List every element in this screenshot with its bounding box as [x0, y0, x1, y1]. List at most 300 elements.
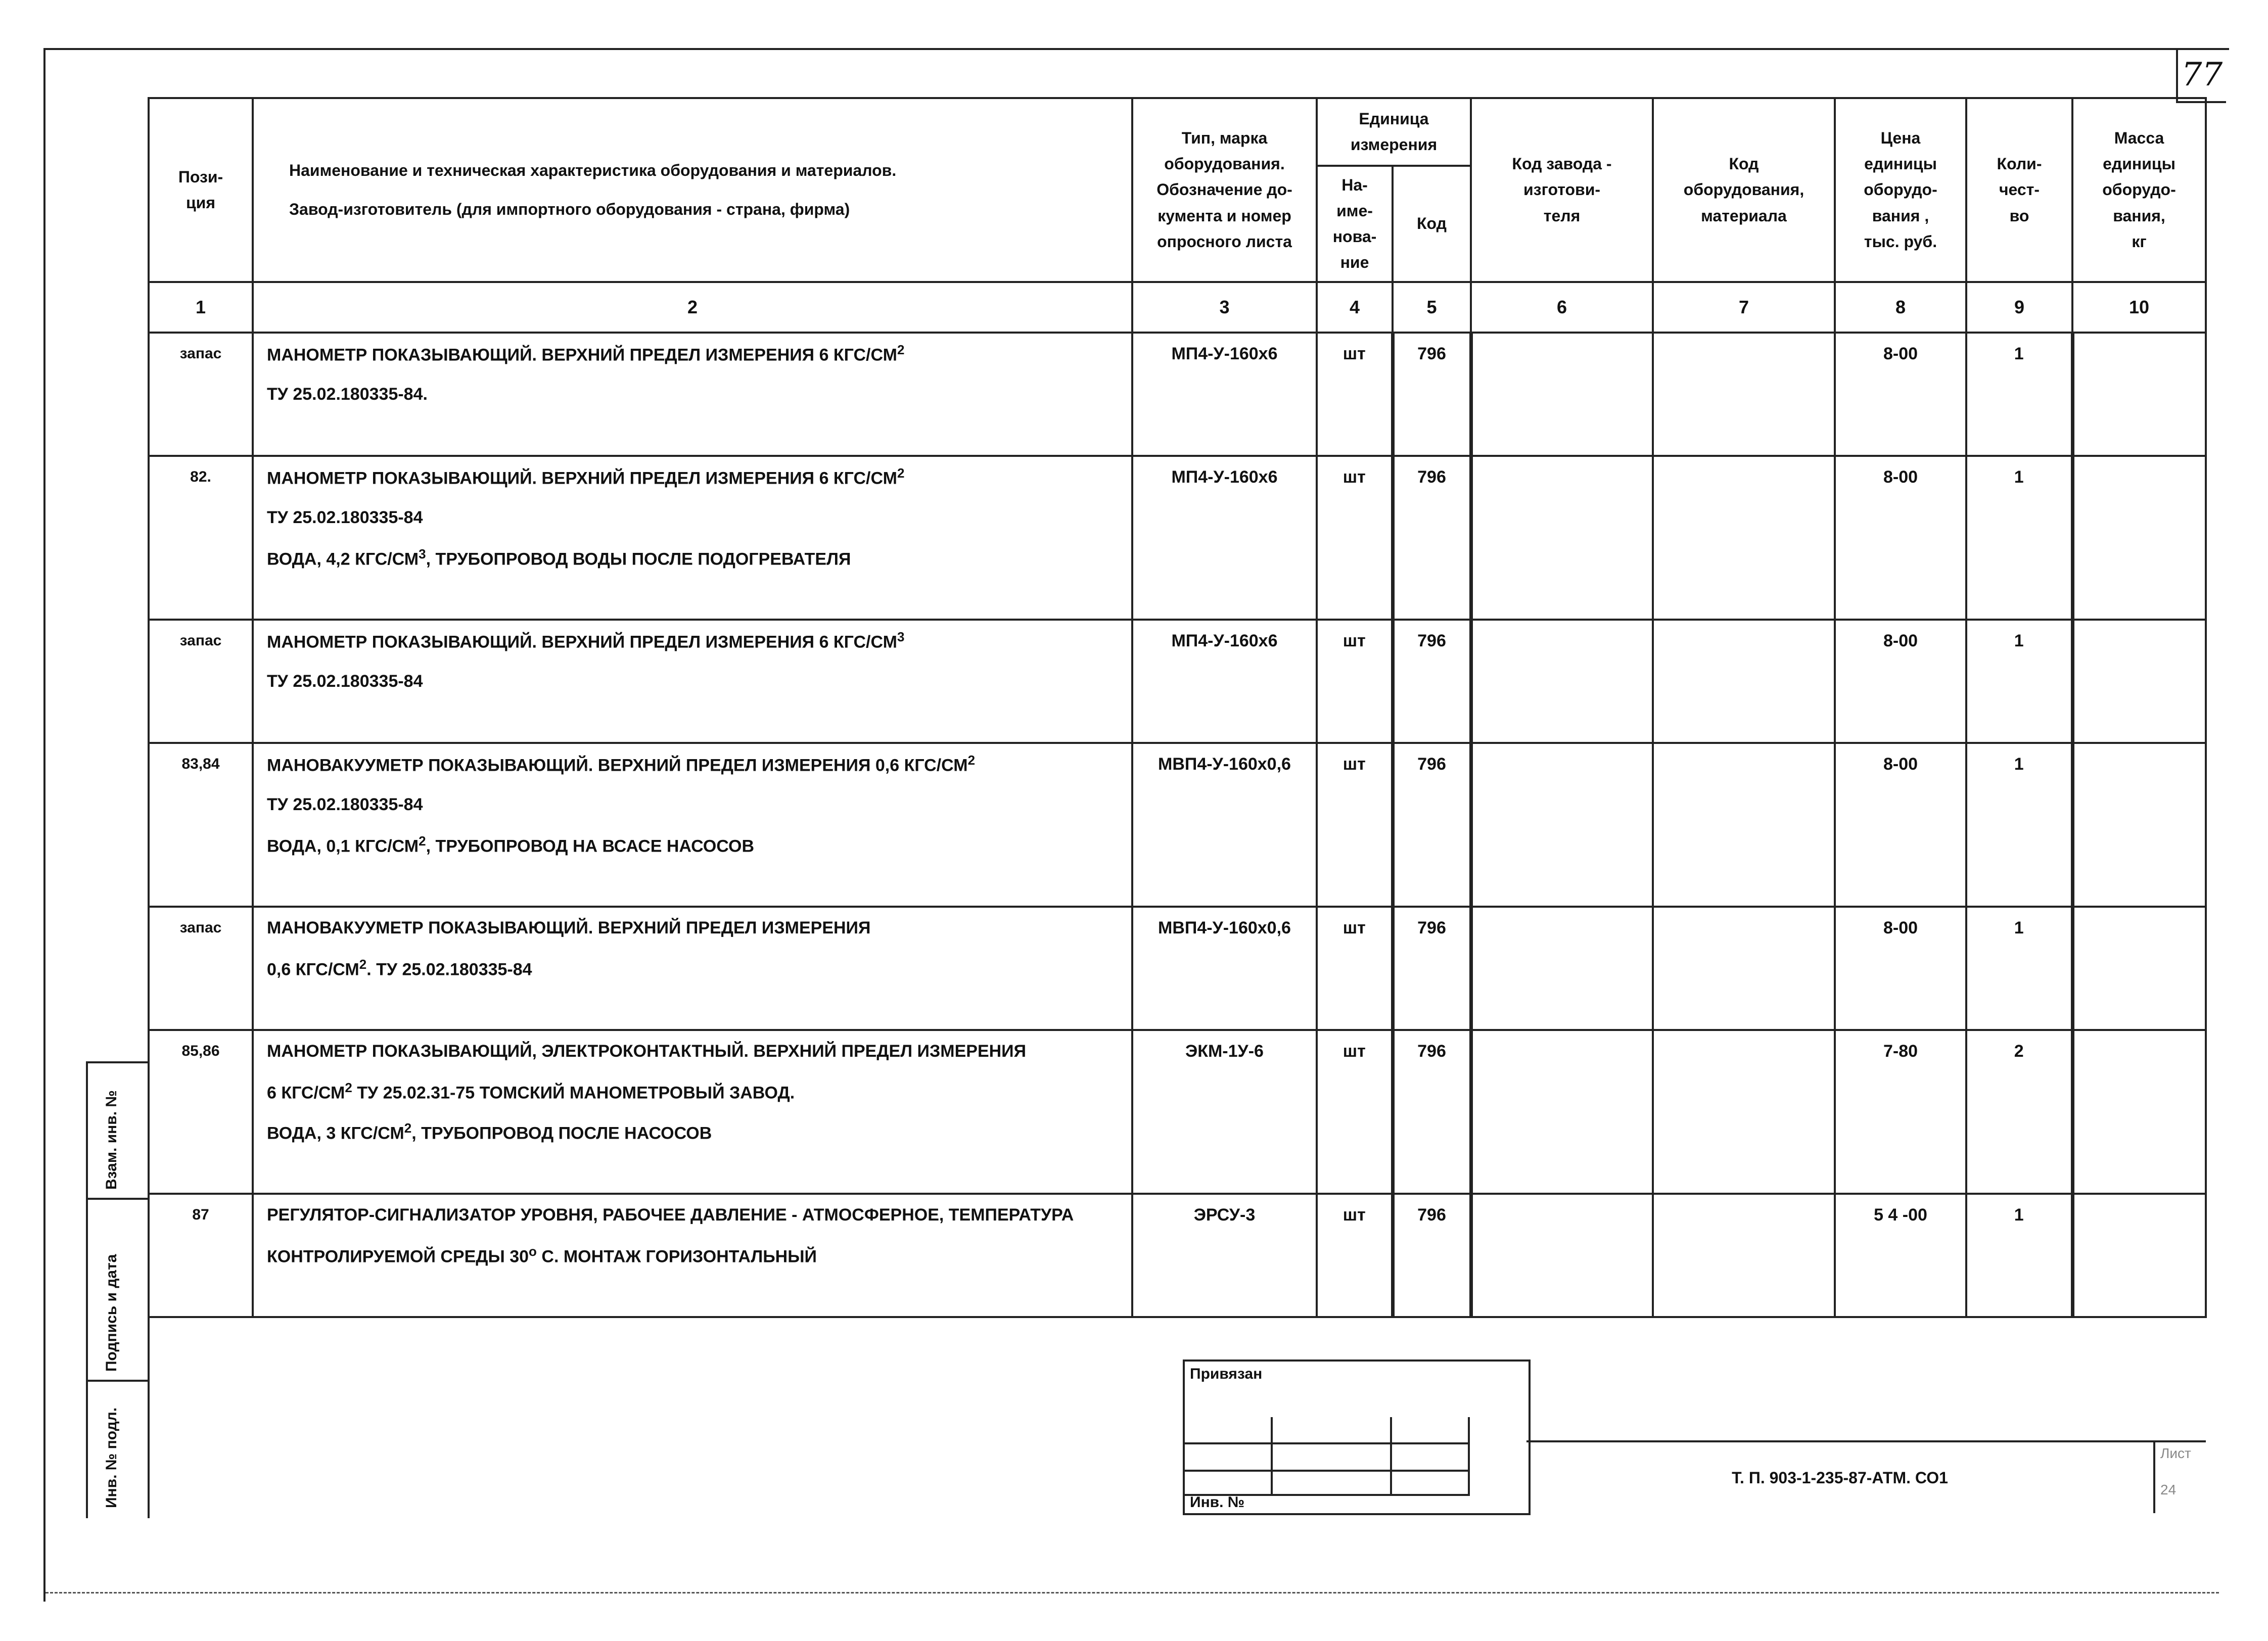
cell-mass — [2072, 538, 2206, 578]
cell-unit-code — [1393, 825, 1471, 865]
cell-maker-code — [1471, 865, 1653, 907]
cell-position — [149, 374, 253, 414]
description-superscript: 2 — [345, 1080, 352, 1096]
description-text: 0,6 КГС/СМ — [267, 960, 359, 979]
cell-position: запас — [149, 333, 253, 374]
cell-unit-name — [1317, 865, 1393, 907]
cell-price: 8-00 — [1835, 333, 1966, 374]
cell-price — [1835, 374, 1966, 414]
cell-quantity — [1966, 825, 2072, 865]
cell-maker-code — [1471, 907, 1653, 948]
description-superscript: 2 — [897, 465, 905, 481]
cell-mass — [2072, 1071, 2206, 1112]
cell-unit-code: 796 — [1393, 743, 1471, 784]
cell-maker-code — [1471, 1235, 1653, 1276]
cell-quantity — [1966, 1112, 2072, 1152]
cell-type — [1132, 825, 1317, 865]
table-row — [149, 1112, 2206, 1152]
cell-unit-name: шт — [1317, 907, 1393, 948]
cell-description — [253, 743, 1132, 784]
description-text-after: , ТРУБОПРОВОД ПОСЛЕ НАСОСОВ — [411, 1123, 712, 1143]
cell-unit-code — [1393, 1276, 1471, 1317]
cell-equipment-code — [1653, 1152, 1835, 1194]
cell-unit-name — [1317, 374, 1393, 414]
cell-price — [1835, 414, 1966, 456]
cell-maker-code — [1471, 538, 1653, 578]
cell-equipment-code — [1653, 701, 1835, 743]
col-unit-code-header: Код — [1393, 166, 1471, 282]
side-label-inv: Инв. № подл. — [103, 1407, 120, 1508]
description-superscript: 3 — [897, 629, 905, 645]
cell-type — [1132, 578, 1317, 620]
cell-maker-code — [1471, 578, 1653, 620]
table-row — [149, 374, 2206, 414]
cell-mass — [2072, 948, 2206, 989]
cell-maker-code — [1471, 1194, 1653, 1235]
sheet-number: 77 — [2176, 48, 2226, 103]
table-row — [149, 497, 2206, 538]
cell-unit-code — [1393, 578, 1471, 620]
cell-maker-code — [1471, 414, 1653, 456]
cell-price — [1835, 661, 1966, 701]
table-row — [149, 1071, 2206, 1112]
cell-type — [1132, 1071, 1317, 1112]
description-text: МАНОМЕТР ПОКАЗЫВАЮЩИЙ, ЭЛЕКТРОКОНТАКТНЫЙ. ВЕРХНИЙ ПРЕДЕЛ ИЗМЕРЕНИЯ — [267, 1041, 1027, 1061]
description-text: МАНОМЕТР ПОКАЗЫВАЮЩИЙ. ВЕРХНИЙ ПРЕДЕЛ ИЗМЕРЕНИЯ 6 КГС/СМ — [267, 632, 897, 652]
cell-description — [253, 538, 1132, 578]
cell-unit-name: шт — [1317, 333, 1393, 374]
unit-group-header: Единица измерения — [1317, 98, 1471, 166]
cell-description — [253, 1112, 1132, 1152]
col-price-header: Цена единицы оборудо- вания , тыс. руб. — [1835, 98, 1966, 282]
description-text: 6 КГС/СМ — [267, 1083, 345, 1103]
cell-unit-name — [1317, 1276, 1393, 1317]
description-text: МАНОМЕТР ПОКАЗЫВАЮЩИЙ. ВЕРХНИЙ ПРЕДЕЛ ИЗМЕРЕНИЯ 6 КГС/СМ — [267, 468, 897, 488]
table-row — [149, 989, 2206, 1030]
stamp-title: Привязан — [1190, 1366, 1263, 1382]
table-row — [149, 907, 2206, 948]
cell-mass — [2072, 743, 2206, 784]
table-row — [149, 865, 2206, 907]
cell-mass — [2072, 661, 2206, 701]
attachment-stamp — [1183, 1359, 1531, 1515]
side-stamp-strip — [86, 1061, 148, 1516]
description-superscript: 3 — [419, 546, 426, 562]
cell-type — [1132, 989, 1317, 1030]
cell-equipment-code — [1653, 1276, 1835, 1317]
cell-position: 82. — [149, 456, 253, 497]
description-text: МАНОВАКУУМЕТР ПОКАЗЫВАЮЩИЙ. ВЕРХНИЙ ПРЕДЕЛ ИЗМЕРЕНИЯ — [267, 918, 871, 937]
cell-position — [149, 414, 253, 456]
cell-maker-code — [1471, 1112, 1653, 1152]
cell-quantity — [1966, 661, 2072, 701]
table-row — [149, 948, 2206, 989]
col-mass-header: Масса единицы оборудо- вания, кг — [2072, 98, 2206, 282]
side-box-podpis — [86, 1198, 150, 1382]
cell-position: 87 — [149, 1194, 253, 1235]
col-number: 10 — [2072, 282, 2206, 333]
cell-description — [253, 1235, 1132, 1276]
cell-type — [1132, 865, 1317, 907]
table-row — [149, 1030, 2206, 1071]
cell-quantity — [1966, 1071, 2072, 1112]
cell-type — [1132, 1276, 1317, 1317]
cell-mass — [2072, 701, 2206, 743]
col-equipment-code-header: Код оборудования, материала — [1653, 98, 1835, 282]
cell-mass — [2072, 456, 2206, 497]
cell-description — [253, 784, 1132, 825]
cell-description — [253, 620, 1132, 661]
cell-type: МП4-У-160х6 — [1132, 456, 1317, 497]
description-superscript: 2 — [897, 342, 905, 358]
cell-unit-code — [1393, 948, 1471, 989]
cell-quantity — [1966, 784, 2072, 825]
cell-maker-code — [1471, 1276, 1653, 1317]
cell-quantity — [1966, 701, 2072, 743]
cell-mass — [2072, 414, 2206, 456]
col-name-header — [253, 98, 1132, 282]
cell-position — [149, 538, 253, 578]
specification-body — [149, 333, 2206, 1317]
side-box-inv — [86, 1380, 150, 1518]
cell-quantity — [1966, 414, 2072, 456]
cell-unit-name — [1317, 701, 1393, 743]
side-box-vzam — [86, 1061, 150, 1200]
cell-type: МВП4-У-160х0,6 — [1132, 743, 1317, 784]
stamp-cell — [1185, 1444, 1273, 1472]
cell-quantity — [1966, 865, 2072, 907]
cell-unit-code: 796 — [1393, 1194, 1471, 1235]
cell-price — [1835, 578, 1966, 620]
cell-mass — [2072, 1152, 2206, 1194]
cell-equipment-code — [1653, 1235, 1835, 1276]
cell-description — [253, 661, 1132, 701]
cell-equipment-code — [1653, 456, 1835, 497]
cell-unit-code — [1393, 1112, 1471, 1152]
table-row — [149, 743, 2206, 784]
description-text-after: , ТРУБОПРОВОД НА ВСАСЕ НАСОСОВ — [426, 836, 754, 856]
cell-description — [253, 333, 1132, 374]
cell-unit-code — [1393, 538, 1471, 578]
cell-type — [1132, 414, 1317, 456]
cell-unit-name — [1317, 825, 1393, 865]
cell-type — [1132, 1152, 1317, 1194]
col-number: 3 — [1132, 282, 1317, 333]
description-text-after: С. МОНТАЖ ГОРИЗОНТАЛЬНЫЙ — [536, 1247, 817, 1267]
cell-price — [1835, 497, 1966, 538]
cell-mass — [2072, 1112, 2206, 1152]
description-text: ТУ 25.02.180335-84 — [267, 507, 423, 527]
cell-price: 7-80 — [1835, 1030, 1966, 1071]
cell-unit-name — [1317, 578, 1393, 620]
col-number: 1 — [149, 282, 253, 333]
cell-quantity: 1 — [1966, 743, 2072, 784]
cell-price — [1835, 1152, 1966, 1194]
table-row — [149, 661, 2206, 701]
table-row — [149, 1152, 2206, 1194]
cell-description — [253, 1194, 1132, 1235]
col-number: 7 — [1653, 282, 1835, 333]
cell-description — [253, 825, 1132, 865]
cell-type: МП4-У-160х6 — [1132, 333, 1317, 374]
cell-maker-code — [1471, 1030, 1653, 1071]
cell-position — [149, 701, 253, 743]
description-superscript: 2 — [404, 1120, 412, 1136]
cell-mass — [2072, 825, 2206, 865]
cell-equipment-code — [1653, 948, 1835, 989]
cell-equipment-code — [1653, 620, 1835, 661]
cell-price — [1835, 1235, 1966, 1276]
cell-quantity — [1966, 989, 2072, 1030]
cell-unit-name: шт — [1317, 456, 1393, 497]
cell-description — [253, 907, 1132, 948]
cell-maker-code — [1471, 333, 1653, 374]
cell-unit-name — [1317, 1235, 1393, 1276]
cell-maker-code — [1471, 497, 1653, 538]
stamp-cell — [1273, 1417, 1392, 1444]
cell-equipment-code — [1653, 989, 1835, 1030]
cell-type — [1132, 374, 1317, 414]
cell-description — [253, 865, 1132, 907]
cell-unit-name — [1317, 1152, 1393, 1194]
description-text: МАНОВАКУУМЕТР ПОКАЗЫВАЮЩИЙ. ВЕРХНИЙ ПРЕДЕЛ ИЗМЕРЕНИЯ 0,6 КГС/СМ — [267, 756, 968, 775]
cell-unit-code: 796 — [1393, 907, 1471, 948]
cell-quantity — [1966, 948, 2072, 989]
description-text: ВОДА, 4,2 КГС/СМ — [267, 549, 419, 569]
cell-position — [149, 825, 253, 865]
table-row — [149, 701, 2206, 743]
cell-unit-code: 796 — [1393, 620, 1471, 661]
cell-quantity: 1 — [1966, 907, 2072, 948]
col-number: 5 — [1393, 282, 1471, 333]
cell-position — [149, 1112, 253, 1152]
description-text: ТУ 25.02.180335-84. — [267, 384, 428, 404]
col-name-header-line2: Завод-изготовитель (для импортного оборудования - страна, фирма) — [289, 200, 850, 218]
cell-position: запас — [149, 620, 253, 661]
cell-unit-name — [1317, 948, 1393, 989]
cell-description — [253, 1030, 1132, 1071]
cell-position — [149, 1276, 253, 1317]
cell-unit-code — [1393, 1152, 1471, 1194]
description-text: КОНТРОЛИРУЕМОЙ СРЕДЫ 30 — [267, 1247, 529, 1267]
cell-maker-code — [1471, 1071, 1653, 1112]
side-label-vzam: Взам. инв. № — [103, 1090, 120, 1190]
description-text: ТУ 25.02.180335-84 — [267, 794, 423, 814]
cell-equipment-code — [1653, 1030, 1835, 1071]
cell-description — [253, 701, 1132, 743]
stamp-cell — [1185, 1417, 1273, 1444]
specification-table — [148, 97, 2207, 1318]
cell-type — [1132, 784, 1317, 825]
cell-position — [149, 661, 253, 701]
cell-type — [1132, 538, 1317, 578]
cell-price — [1835, 784, 1966, 825]
cell-type: ЭКМ-1У-6 — [1132, 1030, 1317, 1071]
cell-quantity — [1966, 538, 2072, 578]
cell-unit-name: шт — [1317, 620, 1393, 661]
cell-unit-name: шт — [1317, 1194, 1393, 1235]
table-row — [149, 784, 2206, 825]
cell-price — [1835, 701, 1966, 743]
cell-type — [1132, 948, 1317, 989]
description-text: РЕГУЛЯТОР-СИГНАЛИЗАТОР УРОВНЯ, РАБОЧЕЕ ДАВЛЕНИЕ - АТМОСФЕРНОЕ, ТЕМПЕРАТУРА — [267, 1205, 1074, 1225]
col-number: 8 — [1835, 282, 1966, 333]
cell-position — [149, 1071, 253, 1112]
cell-equipment-code — [1653, 743, 1835, 784]
table-row — [149, 620, 2206, 661]
cell-description — [253, 1276, 1132, 1317]
cell-equipment-code — [1653, 784, 1835, 825]
cell-quantity — [1966, 1152, 2072, 1194]
col-position-header: Пози- ция — [149, 98, 253, 282]
cell-mass — [2072, 1194, 2206, 1235]
side-label-podpis: Подпись и дата — [103, 1254, 120, 1372]
description-text: ТУ 25.02.180335-84 — [267, 671, 423, 691]
cell-unit-code — [1393, 374, 1471, 414]
cell-equipment-code — [1653, 1194, 1835, 1235]
cell-mass — [2072, 620, 2206, 661]
cell-unit-code — [1393, 865, 1471, 907]
table-row — [149, 825, 2206, 865]
cell-unit-name: шт — [1317, 1030, 1393, 1071]
description-superscript: 2 — [967, 753, 976, 768]
cell-maker-code — [1471, 620, 1653, 661]
stamp-inv-label: Инв. № — [1190, 1494, 1245, 1511]
cell-type: МВП4-У-160х0,6 — [1132, 907, 1317, 948]
cell-unit-code — [1393, 1235, 1471, 1276]
cell-price — [1835, 825, 1966, 865]
cell-unit-code — [1393, 701, 1471, 743]
cell-description — [253, 578, 1132, 620]
cell-equipment-code — [1653, 1071, 1835, 1112]
sheet-corner-box — [2153, 1440, 2206, 1513]
col-number: 4 — [1317, 282, 1393, 333]
cell-description — [253, 374, 1132, 414]
cell-maker-code — [1471, 701, 1653, 743]
cell-maker-code — [1471, 1152, 1653, 1194]
table-row — [149, 1194, 2206, 1235]
cell-price — [1835, 865, 1966, 907]
cell-unit-name — [1317, 661, 1393, 701]
cell-price: 8-00 — [1835, 456, 1966, 497]
cell-description — [253, 1071, 1132, 1112]
corner-sheet-label: Лист — [2160, 1445, 2191, 1461]
table-row — [149, 333, 2206, 374]
cell-position — [149, 989, 253, 1030]
cell-unit-code: 796 — [1393, 333, 1471, 374]
description-superscript: 2 — [359, 957, 367, 972]
cell-position: 83,84 — [149, 743, 253, 784]
cell-quantity: 1 — [1966, 620, 2072, 661]
cell-quantity: 2 — [1966, 1030, 2072, 1071]
cell-price: 5 4 -00 — [1835, 1194, 1966, 1235]
cell-position — [149, 497, 253, 538]
bottom-dash-line — [45, 1592, 2219, 1593]
cell-unit-code — [1393, 497, 1471, 538]
col-number: 2 — [253, 282, 1132, 333]
description-text-after: , ТРУБОПРОВОД ВОДЫ ПОСЛЕ ПОДОГРЕВАТЕЛЯ — [426, 549, 851, 569]
cell-mass — [2072, 1235, 2206, 1276]
cell-quantity — [1966, 1276, 2072, 1317]
cell-unit-name — [1317, 414, 1393, 456]
cell-mass — [2072, 907, 2206, 948]
cell-price: 8-00 — [1835, 620, 1966, 661]
cell-type — [1132, 1235, 1317, 1276]
cell-mass — [2072, 989, 2206, 1030]
col-type-header: Тип, марка оборудования. Обозначение до- кумента и номер опросного листа — [1132, 98, 1317, 282]
cell-quantity — [1966, 497, 2072, 538]
cell-equipment-code — [1653, 1112, 1835, 1152]
cell-mass — [2072, 374, 2206, 414]
table-row — [149, 414, 2206, 456]
cell-position: запас — [149, 907, 253, 948]
cell-unit-name — [1317, 497, 1393, 538]
cell-equipment-code — [1653, 414, 1835, 456]
col-number: 9 — [1966, 282, 2072, 333]
cell-maker-code — [1471, 661, 1653, 701]
col-quantity-header: Коли- чест- во — [1966, 98, 2072, 282]
cell-mass — [2072, 497, 2206, 538]
description-text: ВОДА, 3 КГС/СМ — [267, 1123, 404, 1143]
cell-quantity: 1 — [1966, 1194, 2072, 1235]
cell-unit-name: шт — [1317, 743, 1393, 784]
document-code: Т. П. 903-1-235-87-АТМ. СО1 — [1526, 1440, 2153, 1513]
cell-unit-code — [1393, 661, 1471, 701]
table-row — [149, 578, 2206, 620]
cell-maker-code — [1471, 948, 1653, 989]
cell-description — [253, 989, 1132, 1030]
cell-mass — [2072, 578, 2206, 620]
description-text-after: ТУ 25.02.31-75 ТОМСКИЙ МАНОМЕТРОВЫЙ ЗАВОД. — [352, 1083, 795, 1103]
cell-maker-code — [1471, 784, 1653, 825]
cell-price — [1835, 948, 1966, 989]
cell-position — [149, 865, 253, 907]
cell-description — [253, 948, 1132, 989]
cell-position — [149, 1235, 253, 1276]
corner-sheet-value: 24 — [2160, 1482, 2177, 1497]
cell-quantity — [1966, 578, 2072, 620]
cell-mass — [2072, 1030, 2206, 1071]
stamp-cell — [1273, 1472, 1392, 1496]
cell-mass — [2072, 865, 2206, 907]
cell-type: ЭРСУ-3 — [1132, 1194, 1317, 1235]
cell-unit-code: 796 — [1393, 1030, 1471, 1071]
cell-quantity — [1966, 1235, 2072, 1276]
cell-mass — [2072, 333, 2206, 374]
cell-price — [1835, 1276, 1966, 1317]
cell-price — [1835, 1112, 1966, 1152]
cell-maker-code — [1471, 743, 1653, 784]
cell-description — [253, 456, 1132, 497]
cell-unit-code: 796 — [1393, 456, 1471, 497]
cell-type — [1132, 661, 1317, 701]
table-row — [149, 1276, 2206, 1317]
stamp-cell — [1392, 1444, 1470, 1472]
cell-position — [149, 784, 253, 825]
table-row — [149, 538, 2206, 578]
description-text: МАНОМЕТР ПОКАЗЫВАЮЩИЙ. ВЕРХНИЙ ПРЕДЕЛ ИЗМЕРЕНИЯ 6 КГС/СМ — [267, 345, 897, 365]
cell-mass — [2072, 784, 2206, 825]
stamp-cell — [1273, 1444, 1392, 1472]
description-superscript: 2 — [419, 833, 426, 849]
cell-maker-code — [1471, 825, 1653, 865]
table-row — [149, 1235, 2206, 1276]
stamp-cell — [1392, 1417, 1470, 1444]
cell-equipment-code — [1653, 497, 1835, 538]
cell-description — [253, 1152, 1132, 1194]
cell-maker-code — [1471, 456, 1653, 497]
cell-type: МП4-У-160х6 — [1132, 620, 1317, 661]
